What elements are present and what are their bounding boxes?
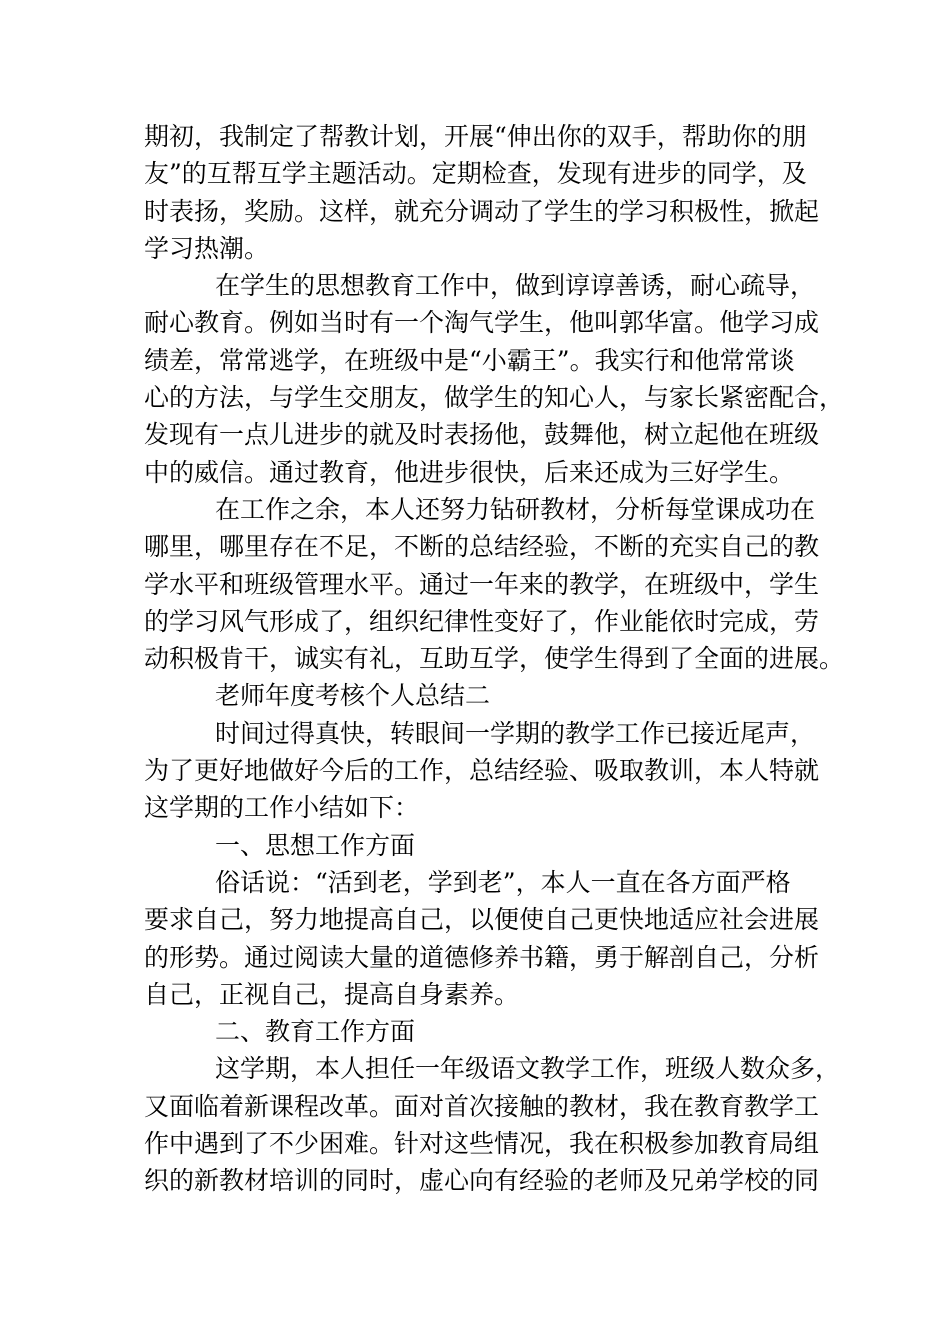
text-line: 耐心教育。例如当时有一个淘气学生，他叫郭华富。他学习成 bbox=[144, 308, 820, 338]
text-line: 哪里，哪里存在不足，不断的总结经验，不断的充实自己的教 bbox=[144, 532, 820, 562]
text-line: 时表扬，奖励。这样，就充分调动了学生的学习积极性，掀起 bbox=[144, 196, 820, 226]
text-line: 在学生的思想教育工作中，做到谆谆善诱，耐心疏导， bbox=[215, 271, 816, 301]
section-heading: 二、教育工作方面 bbox=[215, 1017, 416, 1047]
text-line: 又面临着新课程改革。面对首次接触的教材，我在教育教学工 bbox=[144, 1091, 820, 1121]
text-line: 绩差，常常逃学，在班级中是“小霸王”。我实行和他常常谈 bbox=[144, 345, 795, 375]
text-line: 织的新教材培训的同时，虚心向有经验的老师及兄弟学校的同 bbox=[144, 1166, 820, 1196]
section-heading: 老师年度考核个人总结二 bbox=[215, 681, 491, 711]
text-line: 这学期的工作小结如下： bbox=[144, 793, 420, 823]
text-line: 为了更好地做好今后的工作，总结经验、吸取教训，本人特就 bbox=[144, 756, 820, 786]
document-body bbox=[144, 118, 845, 1200]
text-line: 在工作之余，本人还努力钻研教材，分析每堂课成功在 bbox=[215, 494, 816, 524]
text-line: 学水平和班级管理水平。通过一年来的教学，在班级中，学生 bbox=[144, 569, 820, 599]
text-line: 学习热潮。 bbox=[144, 233, 270, 263]
text-line: 动积极肯干，诚实有礼，互助互学，使学生得到了全面的进展。 bbox=[144, 644, 845, 674]
text-line: 俗话说：“活到老，学到老”，本人一直在各方面严格 bbox=[215, 867, 791, 897]
text-line: 发现有一点儿进步的就及时表扬他，鼓舞他，树立起他在班级 bbox=[144, 420, 820, 450]
text-line: 要求自己，努力地提高自己，以便使自己更快地适应社会进展 bbox=[144, 905, 820, 935]
text-line: 心的方法，与学生交朋友，做学生的知心人，与家长紧密配合， bbox=[144, 383, 845, 413]
text-line: 中的威信。通过教育，他进步很快，后来还成为三好学生。 bbox=[144, 457, 795, 487]
text-line: 的学习风气形成了，组织纪律性变好了，作业能依时完成，劳 bbox=[144, 606, 820, 636]
text-line: 作中遇到了不少困难。针对这些情况，我在积极参加教育局组 bbox=[144, 1129, 820, 1159]
text-line: 这学期，本人担任一年级语文教学工作，班级人数众多， bbox=[215, 1054, 841, 1084]
text-line: 期初，我制定了帮教计划，开展“伸出你的双手，帮助你的朋 bbox=[144, 122, 807, 151]
text-line: 自己，正视自己，提高自身素养。 bbox=[144, 979, 520, 1009]
text-line: 的形势。通过阅读大量的道德修养书籍，勇于解剖自己，分析 bbox=[144, 942, 820, 972]
text-line: 时间过得真快，转眼间一学期的教学工作已接近尾声， bbox=[215, 718, 816, 748]
text-line: 友”的互帮互学主题活动。定期检查，发现有进步的同学，及 bbox=[144, 159, 807, 189]
section-heading: 一、思想工作方面 bbox=[215, 830, 416, 860]
